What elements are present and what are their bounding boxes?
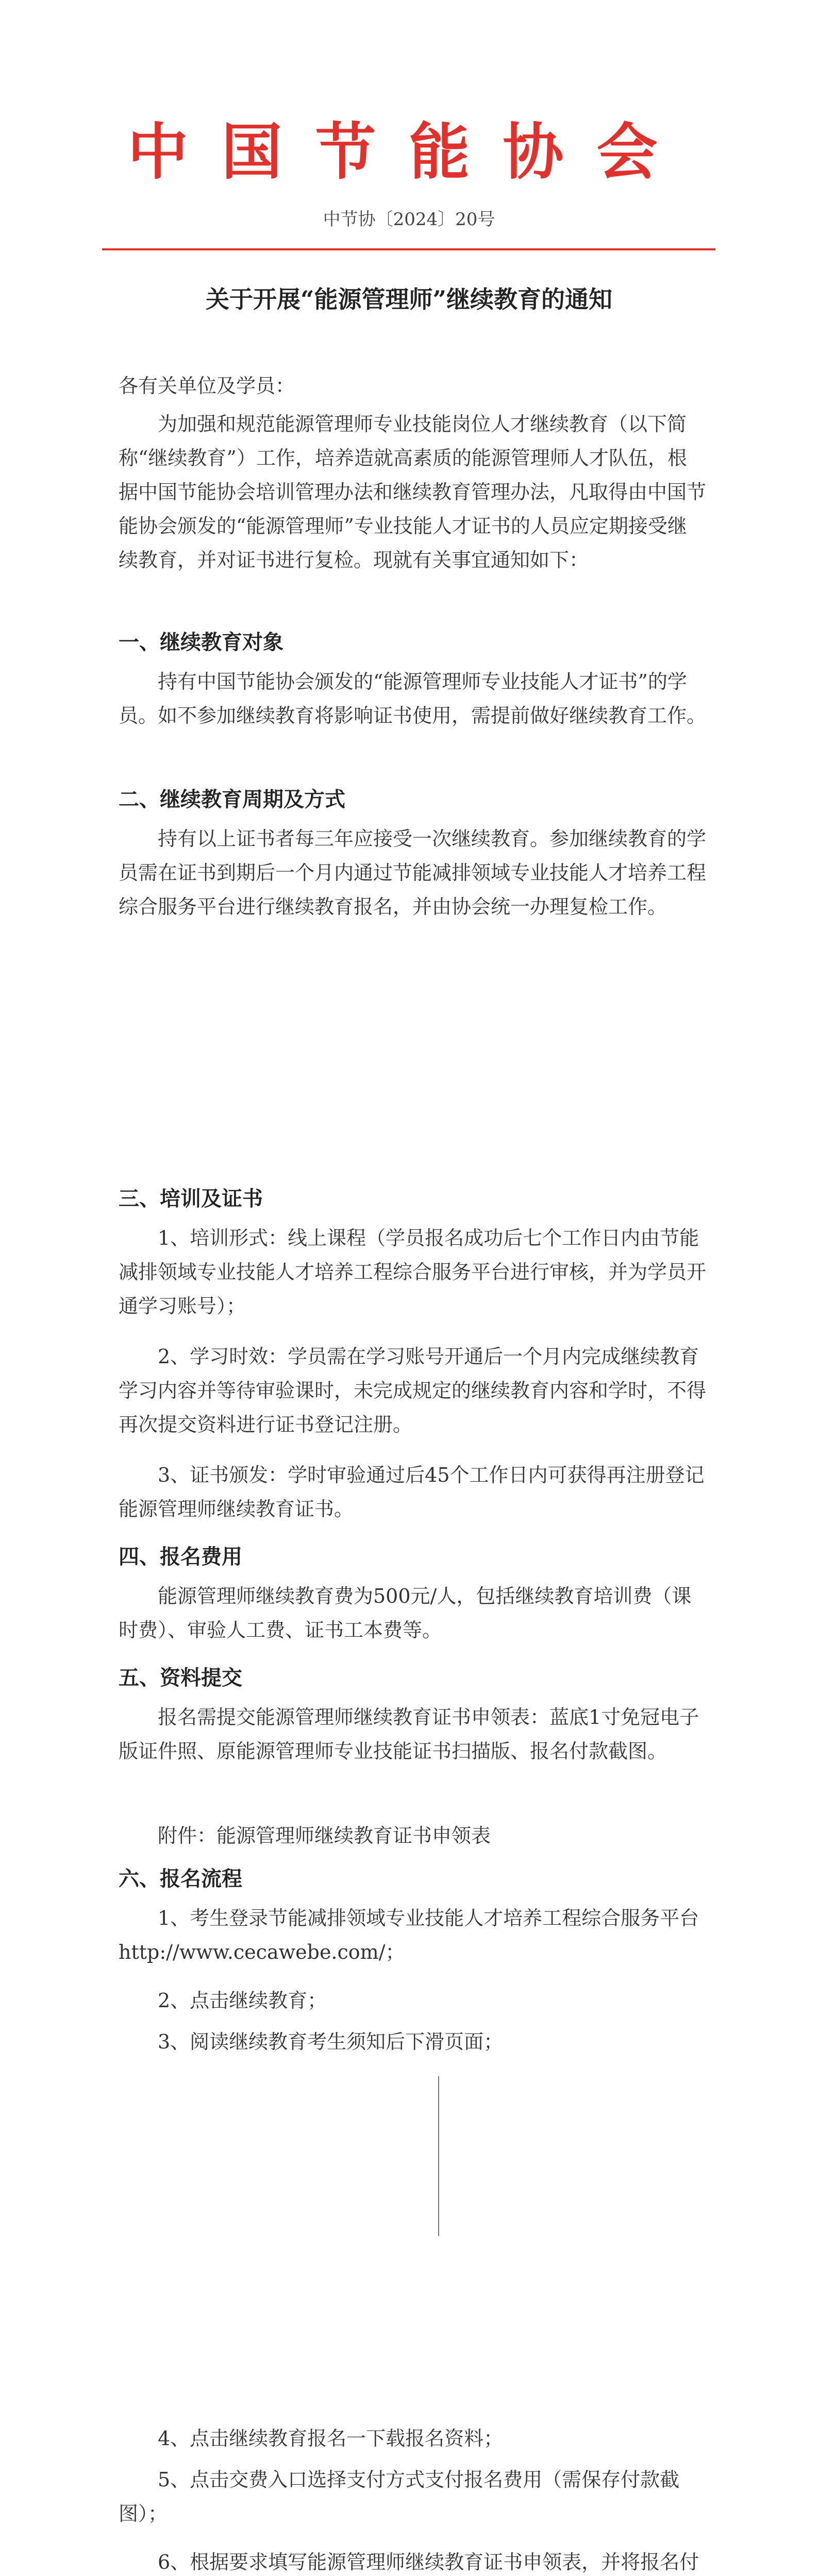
attachment-line: 附件：能源管理师继续教育证书申领表: [158, 1824, 491, 1847]
training-item-2: 2、学习时效：学员需在学习账号开通后一个月内完成继续教育学习内容并等待审验课时，未完成规定的继续教育内容和学时，不得再次提交资料进行证书登记注册。: [119, 1345, 707, 1436]
process-step-5: 5、点击交费入口选择支付方式支付报名费用（需保存付款截图）；: [119, 2468, 680, 2525]
intro-paragraph: 为加强和规范能源管理师专业技能岗位人才继续教育（以下简称“继续教育”）工作，培养造就高素质的能源管理师人才队伍，根据中国节能协会培训管理办法和继续教育管理办法，凡取得由中国节能协会颁发的“能源管理师”专业技能人才证书的人员应定期接受继续教育，并对证书进行复检。现就有关事宜通知如下：: [119, 413, 707, 571]
process-step-4: 4、点击继续教育报名一下载报名资料；: [158, 2427, 504, 2450]
process-step-3: 3、阅读继续教育考生须知后下滑页面；: [158, 2030, 504, 2053]
section-heading-2: 二、继续教育周期及方式: [119, 787, 345, 811]
process-step-2: 2、点击继续教育；: [158, 1989, 327, 2012]
training-item-1: 1、培训形式：线上课程（学员报名成功后七个工作日内由节能减排领域专业技能人才培养工程综合服务平台进行审核，并为学员开通学习账号）；: [119, 1227, 707, 1317]
section-heading-1: 一、继续教育对象: [119, 630, 283, 654]
training-item-3: 3、证书颁发：学时审验通过后45个工作日内可获得再注册登记能源管理师继续教育证书。: [119, 1464, 705, 1520]
section-body-5: 报名需提交能源管理师继续教育证书申领表：蓝底1寸免冠电子版证件照、原能源管理师专业技能证书扫描版、报名付款截图。: [119, 1706, 699, 1762]
notice-title: 关于开展“能源管理师”继续教育的通知: [206, 285, 612, 313]
cursor-line: [438, 2076, 439, 2236]
section-heading-4: 四、报名费用: [119, 1545, 242, 1569]
org-title: 中国节能协会: [127, 116, 691, 188]
document-number: 中节协〔2024〕20号: [323, 209, 495, 230]
salutation: 各有关单位及学员：: [119, 375, 295, 397]
process-step-6: 6、根据要求填写能源管理师继续教育证书申领表，并将报名付: [158, 2551, 699, 2573]
section-heading-6: 六、报名流程: [119, 1867, 242, 1891]
section-body-2: 持有以上证书者每三年应接受一次继续教育。参加继续教育的学员需在证书到期后一个月内通过节能减排领域专业技能人才培养工程综合服务平台进行继续教育报名，并由协会统一办理复检工作。: [119, 827, 707, 918]
section-body-1: 持有中国节能协会颁发的“能源管理师专业技能人才证书”的学员。如不参加继续教育将影响证书使用，需提前做好继续教育工作。: [119, 670, 707, 727]
process-step-1: 1、考生登录节能减排领域专业技能人才培养工程综合服务平台 http://www.cecawebe.com/；: [119, 1907, 699, 1963]
section-heading-3: 三、培训及证书: [119, 1187, 263, 1211]
red-divider-line: [102, 248, 715, 250]
section-heading-5: 五、资料提交: [119, 1666, 242, 1690]
section-body-4: 能源管理师继续教育费为500元/人，包括继续教育培训费（课时费）、审验人工费、证书工本费等。: [119, 1585, 692, 1641]
